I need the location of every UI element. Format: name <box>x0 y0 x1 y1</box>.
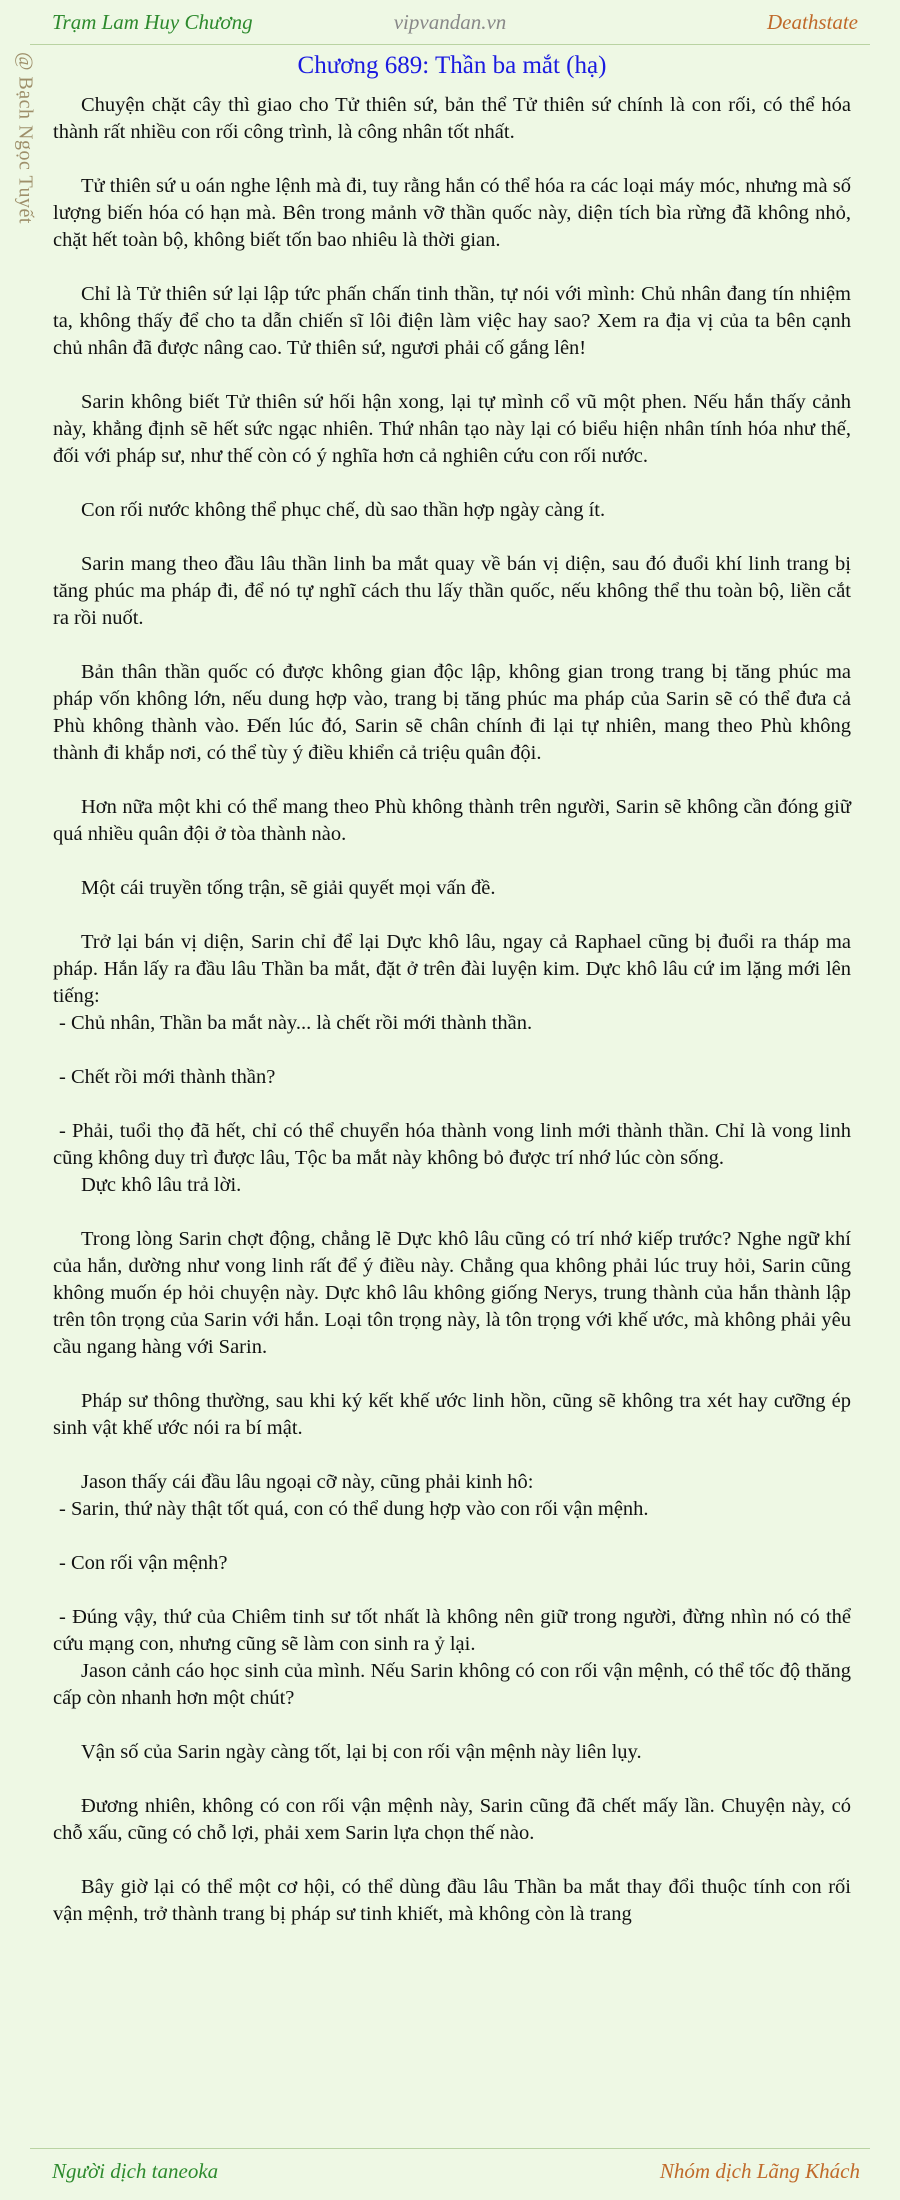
header-author: Deathstate <box>767 10 858 34</box>
paragraph: Bây giờ lại có thể một cơ hội, có thể dùng đầu lâu Thần ba mắt thay đổi thuộc tính con rối vận mệnh, trở thành trang bị pháp sư tinh khiết, mà không còn là trang <box>53 1876 851 1925</box>
paragraph: Sarin không biết Tử thiên sứ hối hận xong, lại tự mình cổ vũ một phen. Nếu hắn thấy cảnh này, khẳng định sẽ hết sức ngạc nhiên. Thứ nhân tạo này lại có biểu hiện nhân tính hóa như thế, đối với pháp sư, như thế còn có ý nghĩa hơn cả nghiên cứu con rối nước. <box>53 391 851 467</box>
paragraph: Jason thấy cái đầu lâu ngoại cỡ này, cũng phải kinh hô: <box>81 1471 534 1493</box>
paragraph: Chuyện chặt cây thì giao cho Tử thiên sứ, bản thể Tử thiên sứ chính là con rối, có thể hóa thành rất nhiều con rối công trình, là công nhân tốt nhất. <box>53 94 851 143</box>
paragraph: Con rối nước không thể phục chế, dù sao thần hợp ngày càng ít. <box>81 499 606 521</box>
dialogue-line: - Con rối vận mệnh? <box>59 1552 228 1574</box>
paragraph: Vận số của Sarin ngày càng tốt, lại bị con rối vận mệnh này liên lụy. <box>81 1741 642 1763</box>
paragraph: Pháp sư thông thường, sau khi ký kết khế ước linh hồn, cũng sẽ không tra xét hay cưỡng ép sinh vật khế ước nói ra bí mật. <box>53 1390 851 1439</box>
paragraph: Một cái truyền tống trận, sẽ giải quyết mọi vấn đề. <box>81 877 496 899</box>
paragraph: Jason cảnh cáo học sinh của mình. Nếu Sarin không có con rối vận mệnh, có thể tốc độ thăng cấp còn nhanh hơn một chút? <box>53 1660 851 1709</box>
dialogue-line: - Chết rồi mới thành thần? <box>59 1066 276 1088</box>
paragraph: Hơn nữa một khi có thể mang theo Phù không thành trên người, Sarin sẽ không cần đóng giữ quá nhiều quân đội ở tòa thành nào. <box>53 796 851 845</box>
paragraph: Trong lòng Sarin chợt động, chẳng lẽ Dực khô lâu cũng có trí nhớ kiếp trước? Nghe ngữ khí của hắn, dường như vong linh rất để ý điều này. Chẳng qua không phải lúc truy hỏi, Sarin cũng không muốn ép hỏi chuyện này. Dực khô lâu không giống Nerys, trung thành của hắn thành lập trên tôn trọng của Sarin với hắn. Loại tôn trọng này, là tôn trọng với khế ước, mà không phải yêu cầu ngang hàng với Sarin. <box>53 1228 851 1358</box>
paragraph: Đương nhiên, không có con rối vận mệnh này, Sarin cũng đã chết mấy lần. Chuyện này, có chỗ xấu, cũng có chỗ lợi, phải xem Sarin lựa chọn thế nào. <box>53 1795 851 1844</box>
paragraph: Chỉ là Tử thiên sứ lại lập tức phấn chấn tinh thần, tự nói với mình: Chủ nhân đang tín nhiệm ta, không thấy để cho ta dẫn chiến sĩ lôi điện làm việc hay sao? Xem ra địa vị của ta bên cạnh chủ nhân đã được nâng cao. Tử thiên sứ, ngươi phải cố gắng lên! <box>53 283 851 359</box>
chapter-title: Chương 689: Thần ba mắt (hạ) <box>297 52 607 79</box>
header-novel-title: Trạm Lam Huy Chương <box>52 10 253 34</box>
page-footer <box>30 2148 870 2195</box>
chapter-content <box>53 48 851 1928</box>
dialogue-line: - Phải, tuổi thọ đã hết, chỉ có thể chuyển hóa thành vong linh mới thành thần. Chỉ là vong linh cũng không duy trì được lâu, Tộc ba mắt này không bỏ được trí nhớ lúc còn sống. <box>53 1120 851 1169</box>
paragraph: Dực khô lâu trả lời. <box>81 1174 242 1196</box>
paragraph: Sarin mang theo đầu lâu thần linh ba mắt quay về bán vị diện, sau đó đuổi khí linh trang bị tăng phúc ma pháp đi, để nó tự nghĩ cách thu lấy thần quốc, nếu không thể thu toàn bộ, liền cắt ra rồi nuốt. <box>53 553 851 629</box>
page-header <box>30 0 870 45</box>
paragraph: Tử thiên sứ u oán nghe lệnh mà đi, tuy rằng hắn có thể hóa ra các loại máy móc, nhưng mà số lượng biến hóa có hạn mà. Bên trong mảnh vỡ thần quốc này, diện tích bìa rừng đã không nhỏ, chặt hết toàn bộ, không biết tốn bao nhiêu là thời gian. <box>53 175 851 251</box>
dialogue-line: - Chủ nhân, Thần ba mắt này... là chết rồi mới thành thần. <box>59 1012 533 1034</box>
side-credit-text: @ Bạch Ngọc Tuyết <box>14 52 37 224</box>
side-credit <box>8 52 42 292</box>
dialogue-line: - Đúng vậy, thứ của Chiêm tinh sư tốt nhất là không nên giữ trong người, đừng nhìn nó có thể cứu mạng con, nhưng cũng sẽ làm con sinh ra ỷ lại. <box>53 1606 851 1655</box>
paragraph: Trở lại bán vị diện, Sarin chỉ để lại Dực khô lâu, ngay cả Raphael cũng bị đuổi ra tháp ma pháp. Hắn lấy ra đầu lâu Thần ba mắt, đặt ở trên đài luyện kim. Dực khô lâu cứ im lặng mới lên tiếng: <box>53 931 851 1007</box>
footer-translator: Người dịch taneoka <box>52 2159 219 2183</box>
footer-group: Nhóm dịch Lãng Khách <box>659 2159 860 2183</box>
paragraph: Bản thân thần quốc có được không gian độc lập, không gian trong trang bị tăng phúc ma pháp vốn không lớn, nếu dung hợp vào, trang bị tăng phúc ma pháp của Sarin sẽ có thể đưa cả Phù không thành vào. Đến lúc đó, Sarin sẽ chân chính đi lại tự nhiên, mang theo Phù không thành đi khắp nơi, có thể tùy ý điều khiển cả triệu quân đội. <box>53 661 851 764</box>
header-site-name: vipvandan.vn <box>393 10 507 34</box>
dialogue-line: - Sarin, thứ này thật tốt quá, con có thể dung hợp vào con rối vận mệnh. <box>59 1498 649 1520</box>
